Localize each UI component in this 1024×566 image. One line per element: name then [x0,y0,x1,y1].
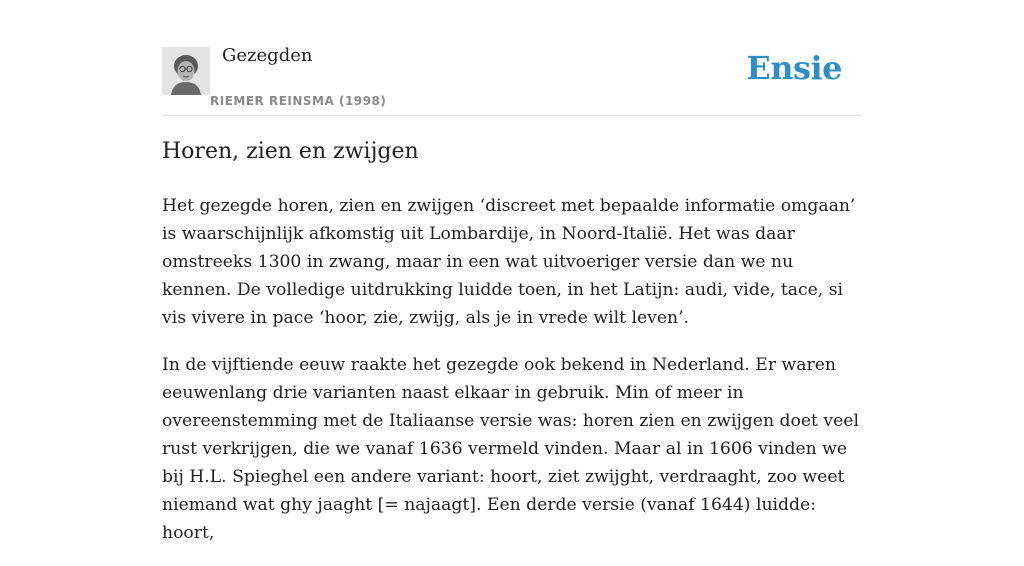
article-body [162,192,862,566]
content-column [162,0,862,543]
header [162,0,862,116]
article-paragraph: Het gezegde horen, zien en zwijgen ‘discreet met bepaalde informatie omgaan’ is waarschijnlijk afkomstig uit Lombardije, in Noord-Italië. Het was daar omstreeks 1300 in zwang, maar in een wat uitvoeriger versie dan we nu kennen. De volledige uitdrukking luidde toen, in het Latijn: audi, vide, tace, si vis vivere in pace ‘hoor, zie, zwijg, als je in vrede wilt leven’. [162,196,856,328]
book-title-link[interactable]: Gezegden [222,45,313,66]
article-paragraph: In de vijftiende eeuw raakte het gezegde ook bekend in Nederland. Er waren eeuwenlang drie varianten naast elkaar in gebruik. Min of meer in overeenstemming met de Italiaanse versie was: horen zien en zwijgen doet veel rust verkrijgen, die we vanaf 1636 vermeld vinden. Maar al in 1606 vinden we bij H.L. Spieghel een andere variant: hoort, ziet zwijght, verdraaght, zoo weet niemand wat ghy jaaght [= najaagt]. Een derde versie (vanaf 1644) luidde: hoort, [162,355,859,543]
author-byline: RIEMER REINSMA (1998) [210,94,387,108]
author-avatar[interactable] [162,47,210,95]
author-portrait-icon [162,47,210,95]
ensie-logo[interactable]: Ensie [746,49,842,87]
article-title: Horen, zien en zwijgen [162,139,419,164]
